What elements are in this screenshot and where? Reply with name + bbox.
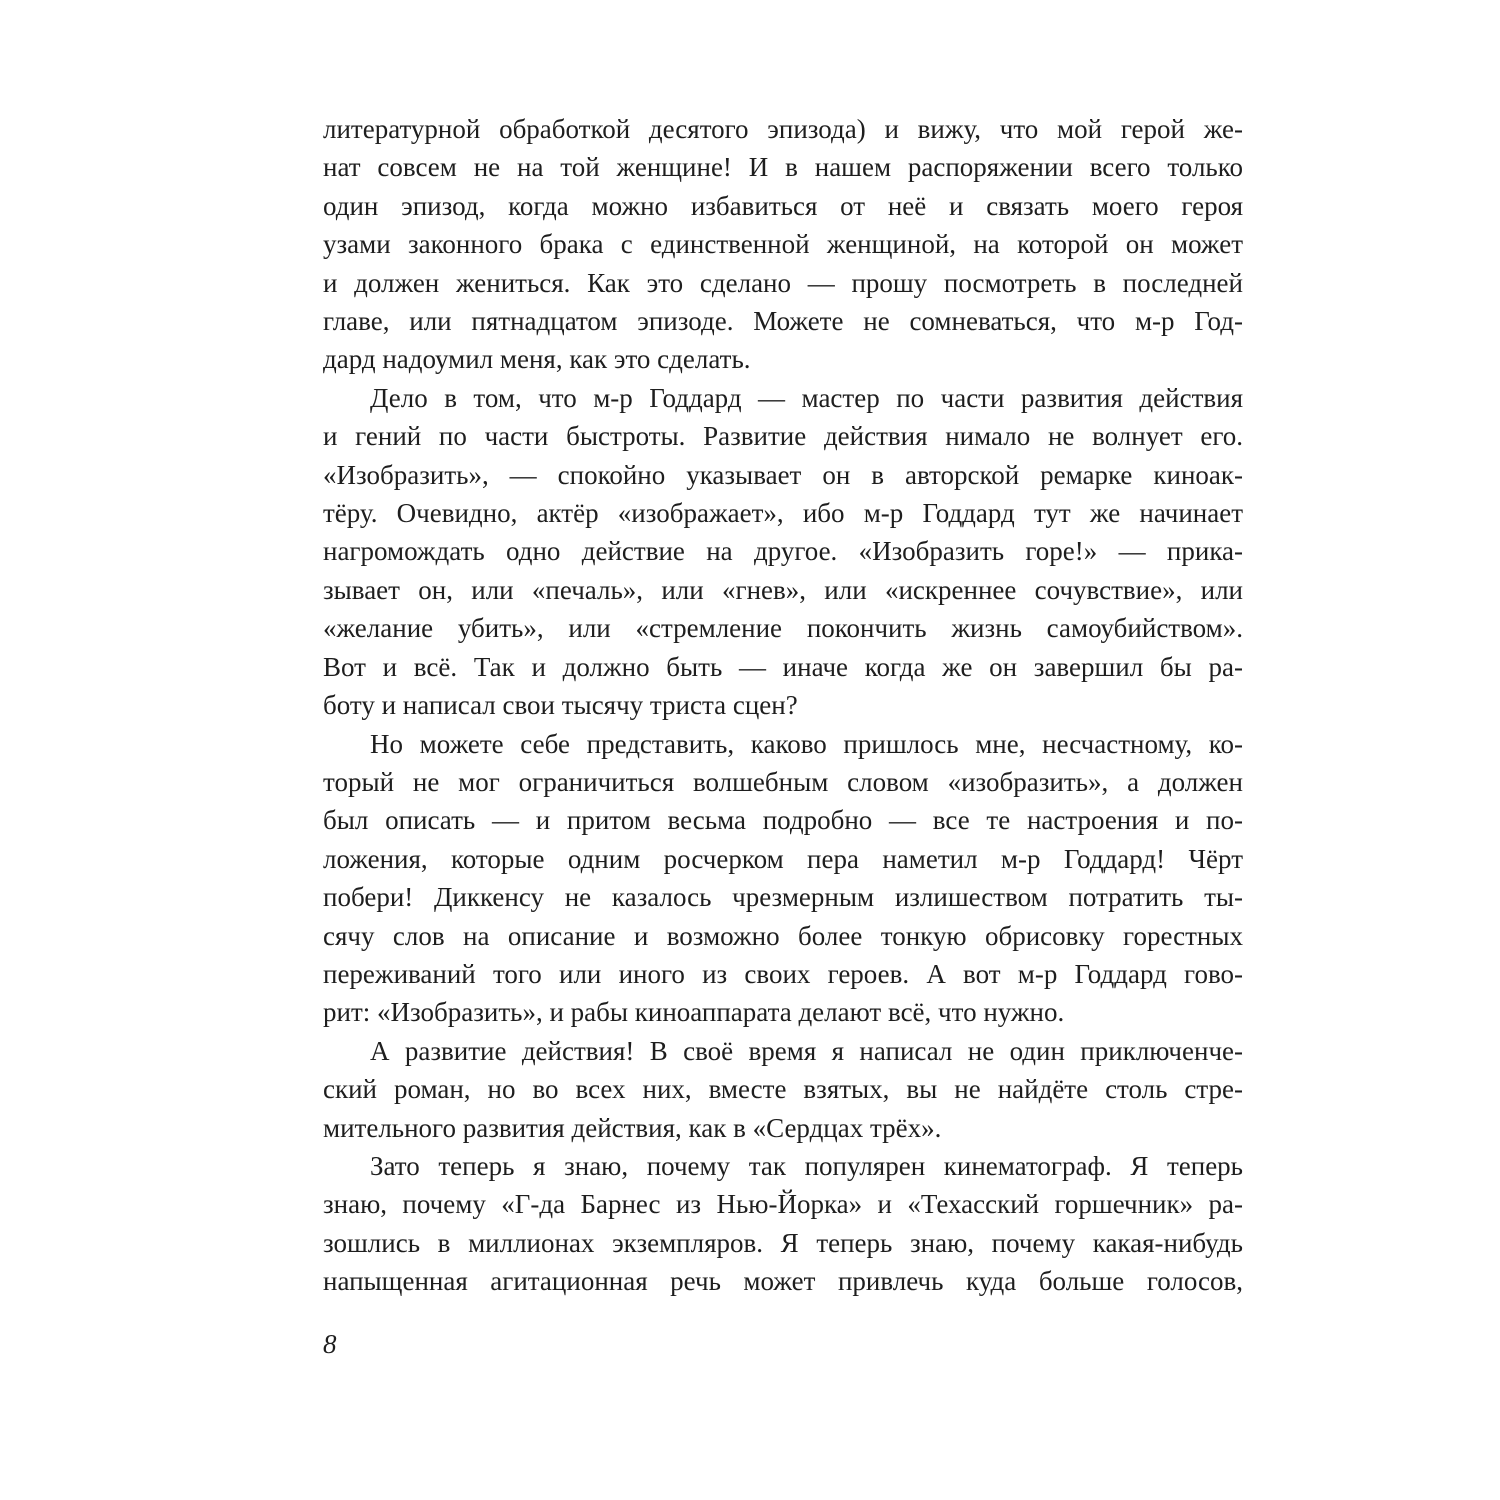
text-line: узами законного брака с единственной женщиной, на которой он может bbox=[323, 229, 1243, 260]
text-line: Но можете себе представить, каково пришлось мне, несчастному, ко- bbox=[370, 728, 1243, 759]
text-line: торый не мог ограничиться волшебным словом «изобразить», а должен bbox=[323, 766, 1243, 797]
text-line: сячу слов на описание и возможно более тонкую обрисовку горестных bbox=[323, 920, 1243, 951]
paragraph bbox=[323, 379, 1243, 725]
text-line: переживаний того или иного из своих героев. А вот м-р Годдард гово- bbox=[323, 958, 1243, 989]
text-line: зошлись в миллионах экземпляров. Я теперь знаю, почему какая-нибудь bbox=[323, 1227, 1243, 1258]
paragraph bbox=[323, 1032, 1243, 1147]
text-line: тёру. Очевидно, актёр «изображает», ибо м-р Годдард тут же начинает bbox=[323, 498, 1243, 529]
text-line: А развитие действия! В своё время я написал не один приключенче- bbox=[370, 1035, 1243, 1066]
paragraph bbox=[323, 725, 1243, 1032]
text-line: рит: «Изобразить», и рабы киноаппарата делают всё, что нужно. bbox=[323, 997, 1065, 1028]
text-column bbox=[323, 110, 1243, 1363]
text-line: нат совсем не на той женщине! И в нашем распоряжении всего только bbox=[323, 152, 1243, 183]
text-line: Дело в том, что м-р Годдард — мастер по части развития действия bbox=[370, 382, 1243, 413]
text-line: нагромождать одно действие на другое. «Изобразить горе!» — прика- bbox=[323, 536, 1243, 567]
paragraph bbox=[323, 1147, 1243, 1301]
text-line: главе, или пятнадцатом эпизоде. Можете не сомневаться, что м-р Год- bbox=[323, 306, 1243, 337]
text-line: и должен жениться. Как это сделано — прошу посмотреть в последней bbox=[323, 267, 1243, 298]
text-line: ложения, которые одним росчерком пера наметил м-р Годдард! Чёрт bbox=[323, 843, 1243, 874]
text-line: ский роман, но во всех них, вместе взятых, вы не найдёте столь стре- bbox=[323, 1074, 1243, 1105]
text-line: дард надоумил меня, как это сделать. bbox=[323, 344, 751, 375]
text-line: знаю, почему «Г-да Барнес из Нью-Йорка» и «Техасский горшечник» ра- bbox=[323, 1189, 1243, 1220]
text-line: «желание убить», или «стремление покончить жизнь самоубийством». bbox=[323, 613, 1243, 644]
text-line: Вот и всё. Так и должно быть — иначе когда же он завершил бы ра- bbox=[323, 651, 1243, 682]
text-line: литературной обработкой десятого эпизода) и вижу, что мой герой же- bbox=[323, 114, 1243, 144]
text-line: был описать — и притом весьма подробно — все те настроения и по- bbox=[323, 805, 1243, 836]
text-line: боту и написал свои тысячу триста сцен? bbox=[323, 690, 798, 721]
text-line: один эпизод, когда можно избавиться от неё и связать моего героя bbox=[323, 190, 1243, 221]
text-line: побери! Диккенсу не казалось чрезмерным излишеством потратить ты- bbox=[323, 882, 1243, 913]
paragraph bbox=[323, 110, 1243, 379]
text-line: мительного развития действия, как в «Сердцах трёх». bbox=[323, 1112, 942, 1143]
text-line: Зато теперь я знаю, почему так популярен кинематограф. Я теперь bbox=[370, 1150, 1243, 1181]
text-line: «Изобразить», — спокойно указывает он в авторской ремарке киноак- bbox=[323, 459, 1243, 490]
text-line: и гений по части быстроты. Развитие действия нимало не волнует его. bbox=[323, 421, 1243, 452]
text-line: зывает он, или «печаль», или «гнев», или «искреннее сочувствие», или bbox=[323, 574, 1243, 605]
page-number: 8 bbox=[323, 1328, 337, 1359]
text-line: напыщенная агитационная речь может привлечь куда больше голосов, bbox=[323, 1266, 1243, 1297]
